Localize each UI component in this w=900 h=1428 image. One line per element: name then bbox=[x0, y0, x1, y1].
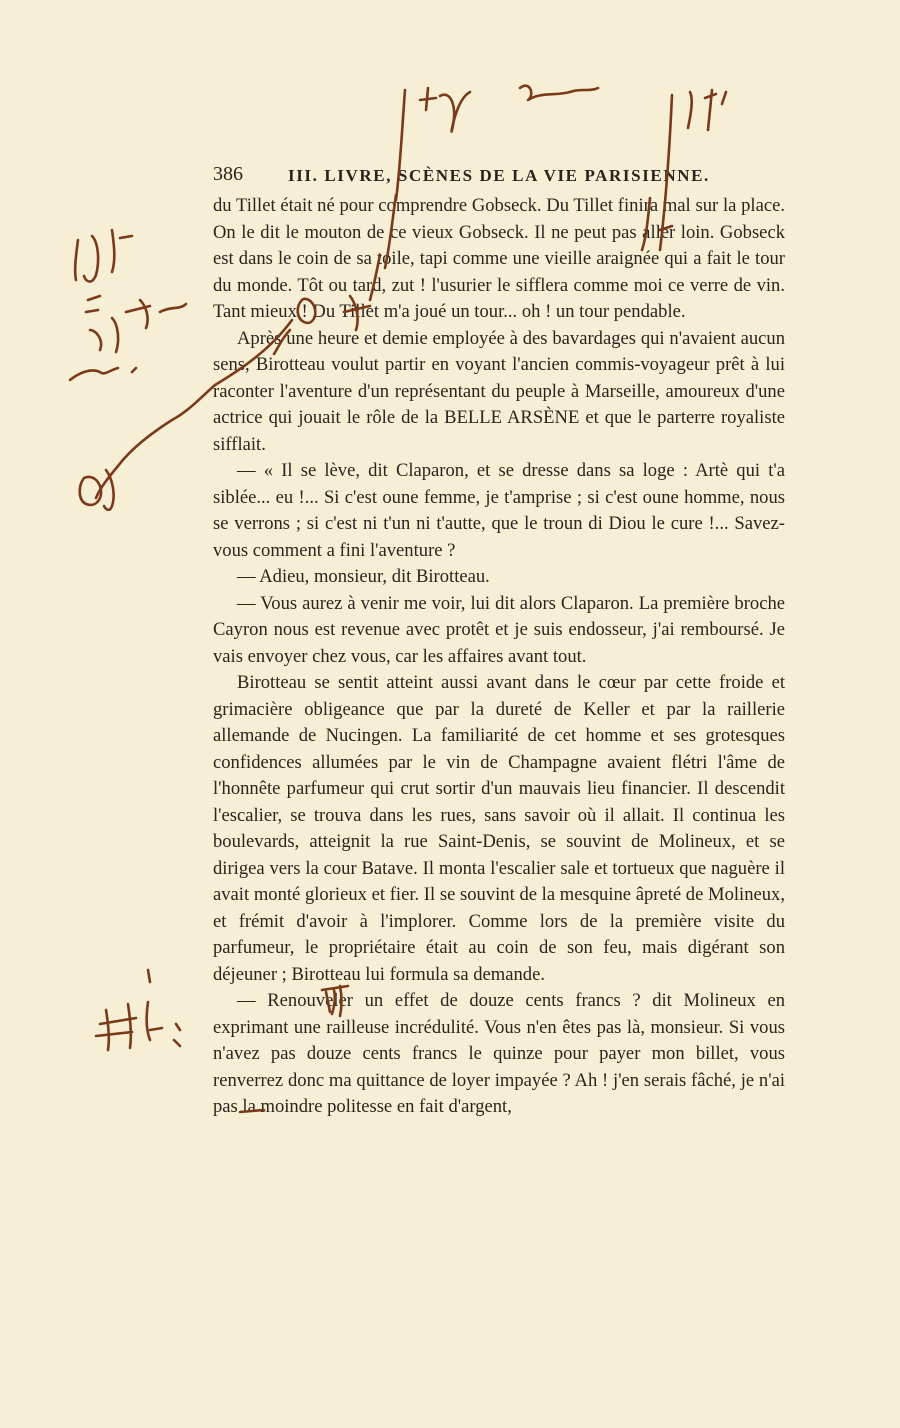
left-margin-mark bbox=[80, 470, 114, 510]
paragraph: — Adieu, monsieur, dit Birotteau. bbox=[237, 566, 490, 587]
left-margin-mark bbox=[86, 296, 186, 352]
paragraph: — Renouveler un effet de douze cents francs ? dit Molineux en exprimant une railleuse incrédulité. Vous n'en êtes pas là, monsieur. Si vous n'avez pas douze cents francs le quinze pour payer mon billet, vous renverrez donc ma quittance de loyer impayée ? Ah ! j'en serais fâché, je n'ai pas la moindre politesse en fait d'argent, bbox=[213, 990, 785, 1117]
left-margin-mark bbox=[147, 970, 180, 1046]
left-margin-mark bbox=[70, 368, 136, 380]
paragraph: — Vous aurez à venir me voir, lui dit alors Claparon. La première broche Cayron nous est revenue avec protêt et je suis endosseur, j'ai remboursé. Je vais envoyer chez vous, car les affaires avant tout. bbox=[213, 592, 785, 667]
paragraph: — « Il se lève, dit Claparon, et se dresse dans sa loge : Artè qui t'a siblée... eu !... Si c'est oune femme, je t'amprise ; si c'est oune homme, nous se verrons ; si c'est ni t'un ni t'autte, que le troun di Diou le cure !... Savez-vous comment a fini l'aventure ? bbox=[213, 460, 785, 561]
left-margin-mark bbox=[96, 1004, 162, 1050]
paragraph: Birotteau se sentit atteint aussi avant dans le cœur par cette froide et grimacière obligeance que par la dureté de Keller et par la raillerie allemande de Nucingen. La familiarité de cet homme et ses grotesques confidences allumées par le vin de Champagne avaient flétri l'âme de l'honnête parfumeur qui crut sortir d'un mauvais lieu financier. Il descendit l'escalier, se trouva dans les rues, sans savoir où il allait. Il continua les boulevards, atteignit la rue Saint-Denis, se souvint de Molineux, et se dirigea vers la cour Batave. Il monta l'escalier sale et tortueux que naguère il avait monté glorieux et fier. Il se souvint de la mesquine âpreté de Molineux, et frémit d'avoir à l'implorer. Comme lors de la première visite du parfumeur, le propriétaire était au coin de son feu, mais digérant son déjeuner ; Birotteau lui formula sa demande. bbox=[213, 672, 785, 985]
running-title: III. LIVRE, SCÈNES DE LA VIE PARISIENNE. bbox=[288, 166, 710, 185]
page-number: 386 bbox=[213, 163, 243, 185]
paragraph: Après une heure et demie employée à des bavardages qui n'avaient aucun sens, Birotteau voulut partir en voyant l'ancien commis-voyageur prêt à lui raconter l'aventure d'un représentant du peuple à Marseille, amoureux d'une actrice qui jouait le rôle de la BELLE ARSÈNE et que le parterre royaliste sifflait. bbox=[213, 327, 785, 455]
page-header bbox=[213, 160, 785, 190]
body-text bbox=[213, 193, 785, 1121]
paragraph: du Tillet était né pour comprendre Gobseck. Du Tillet finira mal sur la place. On le dit le mouton de ce vieux Gobseck. Il ne peut pas aller loin. Gobseck est dans le coin de sa toile, tapi comme une vieille araignée qui a fait le tour du monde. Tôt ou tard, zut ! l'usurier le sifflera comme moi ce verre de vin. Tant mieux ! Du Tillet m'a joué un tour... oh ! un tour pendable. bbox=[213, 195, 785, 322]
left-margin-mark bbox=[75, 230, 132, 282]
